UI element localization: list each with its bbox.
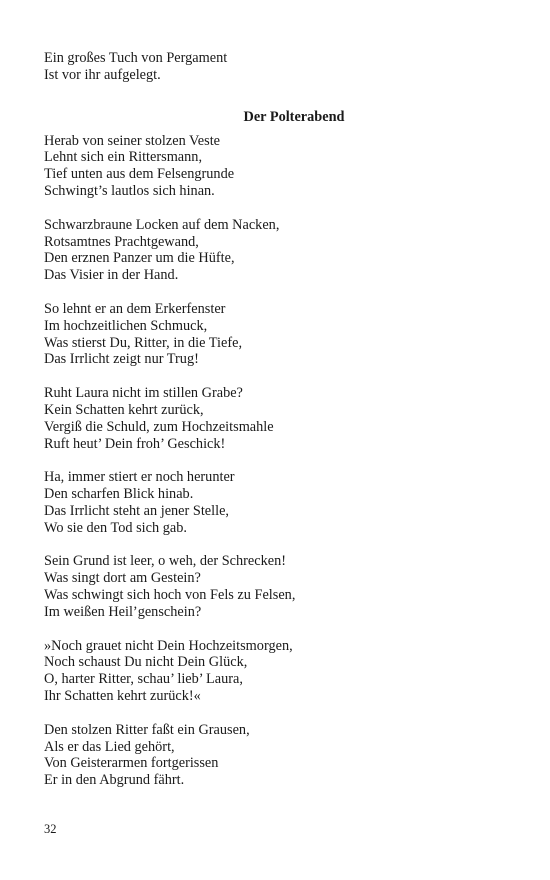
- verse-line: Tief unten aus dem Felsengrunde: [44, 166, 235, 183]
- verse-line: Was stierst Du, Ritter, in die Tiefe,: [44, 334, 243, 351]
- verse-line: Im hochzeitlichen Schmuck,: [44, 317, 208, 334]
- verse-line: Von Geisterarmen fortgerissen: [44, 755, 219, 772]
- stanza-2: [44, 217, 514, 284]
- verse-line: Schwingt’s lautlos sich hinan.: [44, 183, 215, 200]
- verse-line: Als er das Lied gehört,: [44, 738, 175, 755]
- verse-line: So lehnt er an dem Erkerfenster: [44, 300, 226, 317]
- verse-line: Ruft heut’ Dein froh’ Geschick!: [44, 435, 226, 452]
- verse-line: Lehnt sich ein Rittersmann,: [44, 149, 203, 166]
- verse-line: Das Visier in der Hand.: [44, 267, 179, 284]
- verse-line: O, harter Ritter, schau’ lieb’ Laura,: [44, 671, 243, 688]
- verse-line: Noch schaust Du nicht Dein Glück,: [44, 654, 248, 671]
- verse-line: Vergiß die Schuld, zum Hochzeitsmahle: [44, 418, 274, 435]
- stanza-8: [44, 722, 514, 789]
- verse-line: Wo sie den Tod sich gab.: [44, 519, 187, 536]
- verse-line: Sein Grund ist leer, o weh, der Schrecken!: [44, 553, 286, 570]
- stanza-1: [44, 133, 514, 200]
- page-number: 32: [44, 822, 57, 836]
- intro-line: Ist vor ihr aufgelegt.: [44, 66, 161, 83]
- book-page: [44, 50, 514, 806]
- verse-line: Herab von seiner stolzen Veste: [44, 132, 221, 149]
- verse-line: Er in den Abgrund fährt.: [44, 772, 185, 789]
- intro-line: Ein großes Tuch von Pergament: [44, 50, 228, 66]
- verse-line: Den scharfen Blick hinab.: [44, 486, 194, 503]
- verse-line: Den erznen Panzer um die Hüfte,: [44, 250, 235, 267]
- verse-line: Was schwingt sich hoch von Fels zu Felsen,: [44, 587, 296, 604]
- verse-line: Was singt dort am Gestein?: [44, 570, 201, 587]
- verse-line: Kein Schatten kehrt zurück,: [44, 401, 204, 418]
- verse-line: Ruht Laura nicht im stillen Grabe?: [44, 385, 243, 402]
- verse-line: Den stolzen Ritter faßt ein Grausen,: [44, 721, 250, 738]
- stanza-6: [44, 553, 514, 620]
- verse-line: Rotsamtnes Prachtgewand,: [44, 233, 199, 250]
- verse-line: Das Irrlicht steht an jener Stelle,: [44, 502, 230, 519]
- stanza-4: [44, 385, 514, 452]
- intro-stanza: [44, 50, 514, 84]
- stanza-3: [44, 301, 514, 368]
- stanza-5: [44, 469, 514, 536]
- verse-line: Das Irrlicht zeigt nur Trug!: [44, 351, 199, 368]
- verse-line: Schwarzbraune Locken auf dem Nacken,: [44, 216, 280, 233]
- poem-title: Der Polterabend: [243, 108, 345, 125]
- stanza-7: [44, 638, 514, 705]
- verse-line: Im weißen Heil’genschein?: [44, 603, 202, 620]
- verse-line: »Noch grauet nicht Dein Hochzeitsmorgen,: [44, 637, 293, 654]
- verse-line: Ihr Schatten kehrt zurück!«: [44, 688, 201, 705]
- verse-line: Ha, immer stiert er noch herunter: [44, 469, 235, 486]
